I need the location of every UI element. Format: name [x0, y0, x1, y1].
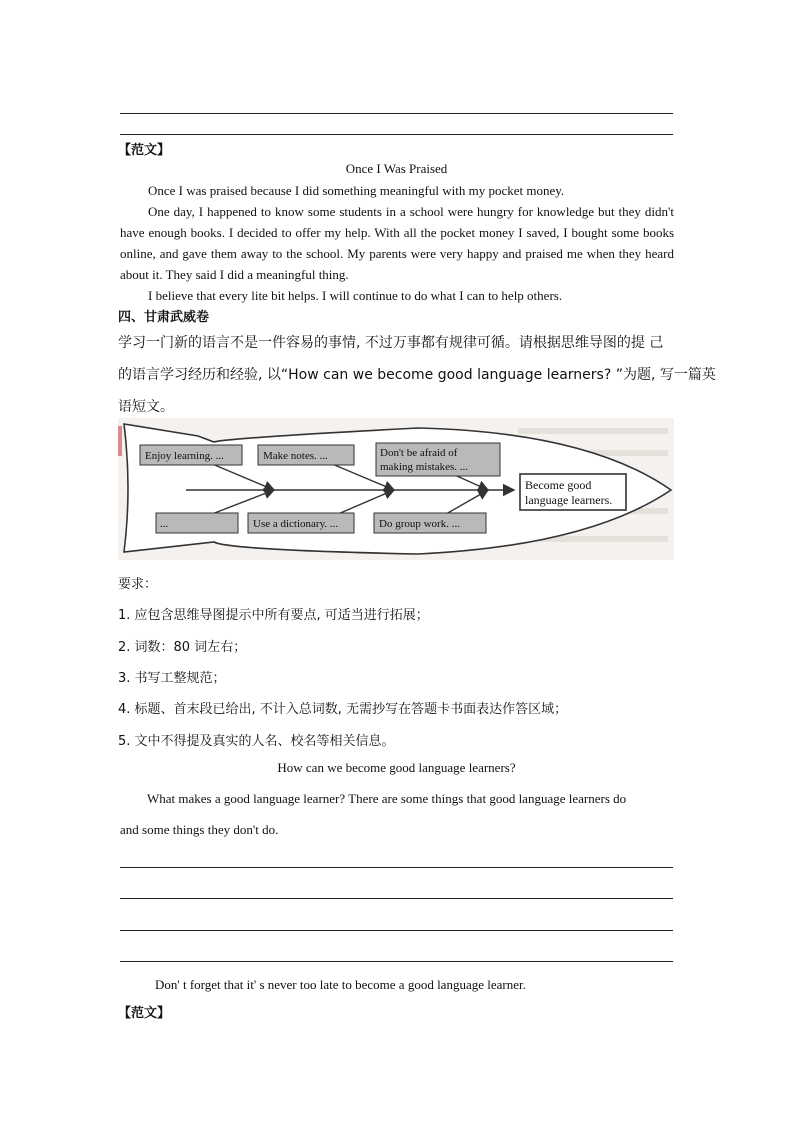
svg-text:language learners.: language learners. [525, 493, 613, 507]
prompt-line: 语短文。 [118, 399, 174, 415]
requirement-item: 1. 应包含思维导图提示中所有要点, 可适当进行拓展； [118, 608, 429, 623]
prompt-line: 的语言学习经历和经验, 以“How can we become good language learners? ”为题, 写一篇英 [118, 367, 716, 383]
requirement-item: 2. 词数：80 词左右； [118, 640, 247, 655]
top-rule-2 [120, 134, 673, 135]
box-ellipsis [156, 513, 238, 533]
opening-line: and some things they don't do. [120, 822, 279, 837]
essay-title: Once I Was Praised [345, 161, 448, 176]
requirement-item: 3. 书写工整规范； [118, 671, 226, 686]
fishbone-mind-map [118, 418, 674, 560]
svg-text:Don't be afraid of: Don't be afraid of [380, 447, 458, 459]
model-essay-label: 【范文】 [118, 143, 171, 158]
svg-text:...: ... [160, 518, 169, 530]
svg-text:making mistakes. ...: making mistakes. ... [380, 461, 468, 473]
essay-paragraph: One day, I happened to know some students in a school were hungry for knowledge but they didn't have enough books. I decided to offer my help. With all the pocket money I saved, I bought some books online, and gave them away to the school. My parents were very happy and praised me when they heard about it. They said I did a meaningful thing. [120, 204, 674, 282]
essay-paragraph: Once I was praised because I did something meaningful with my pocket money. [148, 183, 565, 198]
svg-text:Use a dictionary. ...: Use a dictionary. ... [253, 518, 339, 530]
answer-line[interactable] [120, 898, 673, 899]
svg-text:Enjoy learning. ...: Enjoy learning. ... [145, 450, 224, 462]
requirement-item: 4. 标题、首末段已给出, 不计入总词数, 无需抄写在答题卡书面表达作答区域； [118, 702, 568, 717]
top-rule-1 [120, 113, 673, 114]
essay-paragraph: I believe that every lite bit helps. I will continue to do what I can to help others. [148, 288, 563, 303]
svg-text:Do group work. ...: Do group work. ... [379, 518, 460, 530]
box-dont-be-afraid [376, 443, 500, 476]
section-heading: 四、甘肃武威卷 [118, 310, 210, 325]
box-become-good-learners [520, 474, 626, 510]
writing-title: How can we become good language learners? [277, 760, 516, 775]
scan-mark [118, 426, 122, 456]
essay-body [120, 180, 674, 306]
answer-line[interactable] [120, 867, 673, 868]
closing-line: Don' t forget that it' s never too late to become a good language learner. [155, 977, 526, 992]
answer-line[interactable] [120, 961, 673, 962]
box-enjoy-learning [140, 445, 242, 465]
box-group-work [374, 513, 486, 533]
answer-line[interactable] [120, 930, 673, 931]
requirement-item: 5. 文中不得提及真实的人名、校名等相关信息。 [118, 734, 395, 749]
svg-text:Make notes. ...: Make notes. ... [263, 450, 328, 462]
prompt-line: 学习一门新的语言不是一件容易的事情, 不过万事都有规律可循。请根据思维导图的提 己 [118, 335, 664, 351]
svg-text:Become good: Become good [525, 478, 592, 492]
requirements-label: 要求： [118, 577, 158, 592]
box-use-dictionary [248, 513, 354, 533]
box-make-notes [258, 445, 354, 465]
opening-line: What makes a good language learner? There are some things that good language learners do [147, 791, 627, 806]
model-essay-label-2: 【范文】 [118, 1006, 171, 1021]
